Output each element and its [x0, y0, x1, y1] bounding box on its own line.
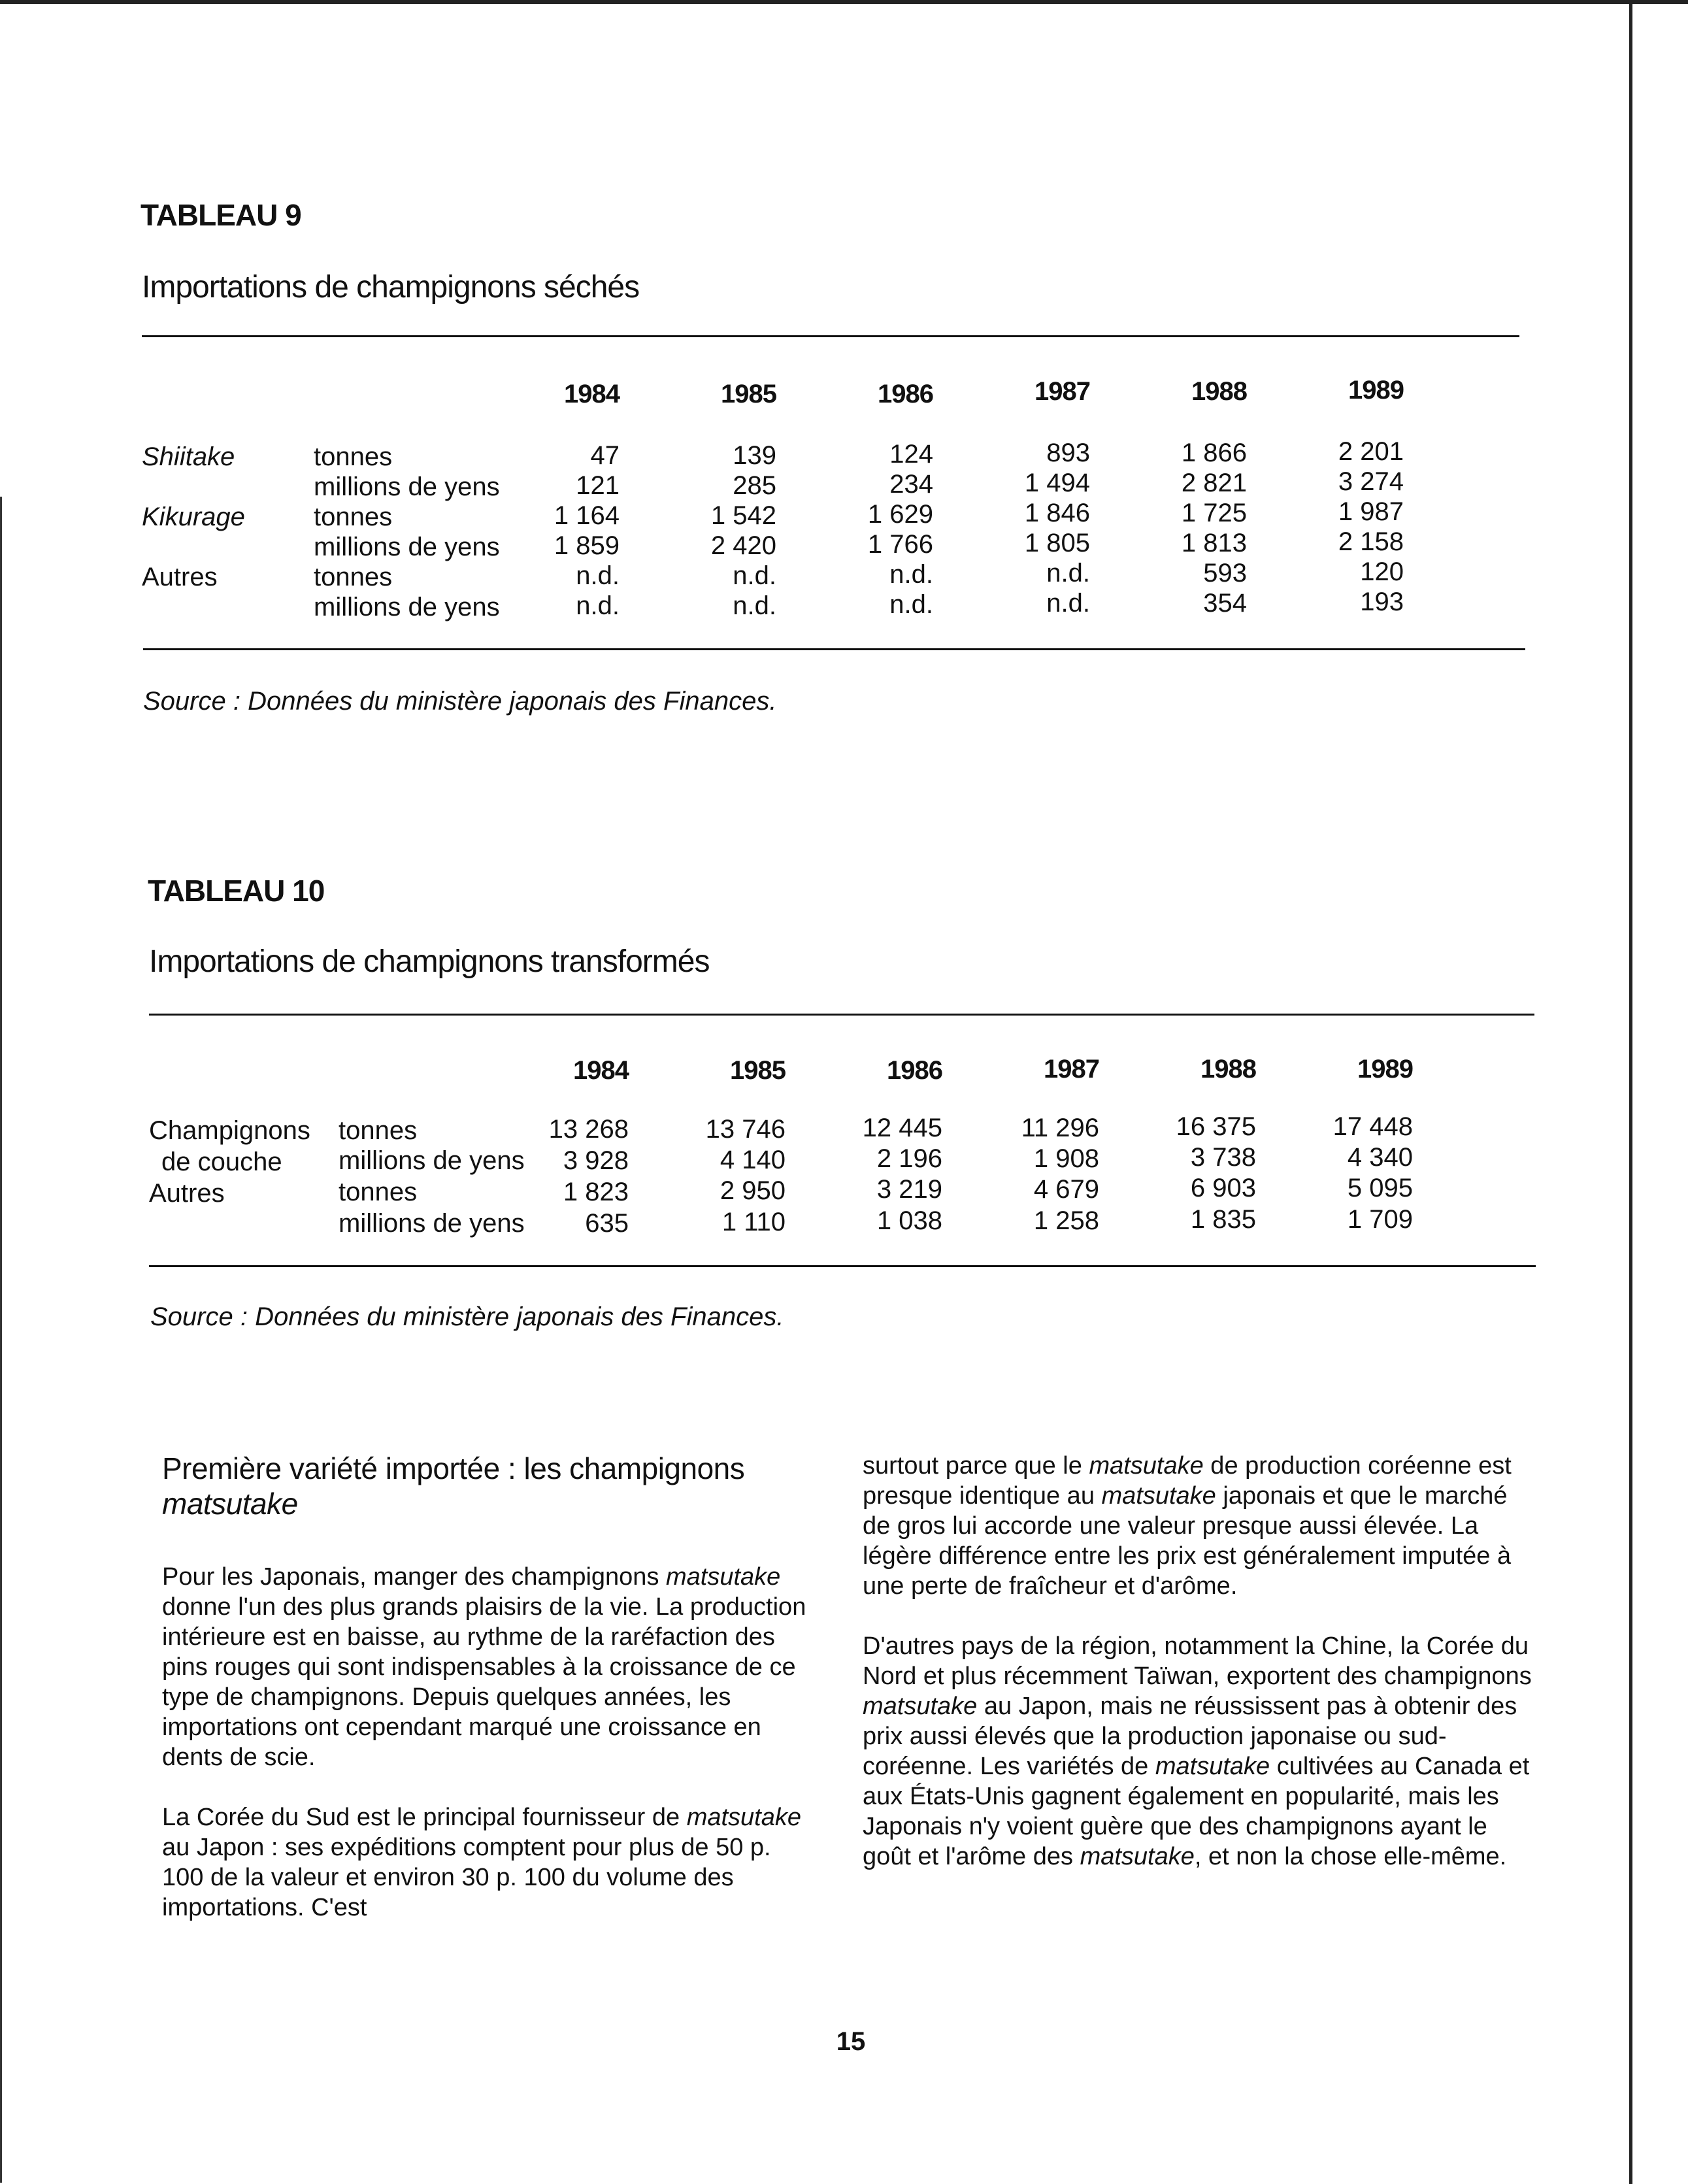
table-10-source-note: Source : Données du ministère japonais des Finances.: [150, 1302, 784, 1331]
table-10-cell: 6 903: [1190, 1174, 1256, 1202]
table-10-heading: TABLEAU 10: [148, 874, 325, 908]
table-9-cell: 124: [889, 440, 933, 469]
table-9-heading: TABLEAU 9: [141, 198, 301, 232]
table-9-cell: n.d.: [889, 590, 933, 619]
table-10-cell: 1 709: [1347, 1205, 1413, 1234]
paragraph-text: D'autres pays de la région, notamment la Chine, la Corée du Nord et plus récemment Taïwan, exportent des champignons: [863, 1632, 1532, 1690]
table-10-cell: 4 140: [720, 1146, 786, 1174]
table-9-cell: 1 805: [1024, 529, 1090, 557]
table-9-year: 1987: [1034, 377, 1090, 406]
table-10-cell: 4 679: [1033, 1175, 1099, 1204]
table-9-year: 1985: [721, 380, 776, 408]
italic-term: matsutake: [1101, 1482, 1216, 1510]
table-9-unit-label: tonnes: [314, 442, 393, 471]
paragraph-text: surtout parce que le: [863, 1452, 1089, 1480]
paragraph-text: La Corée du Sud est le principal fournisseur de: [162, 1804, 687, 1831]
paragraph-text: , et non la chose elle-même.: [1194, 1843, 1507, 1870]
table-10-cell: 17 448: [1332, 1112, 1413, 1141]
table-10-cell: 1 038: [876, 1206, 942, 1235]
table-9-cell: 1 766: [867, 530, 933, 559]
table-9-cell: n.d.: [576, 591, 620, 620]
paragraph-text: au Japon, mais ne réussissent pas à obtenir des prix aussi élevés que la production japonaise ou sud-coréenne. Les variétés de: [863, 1693, 1517, 1780]
table-9-cell: 121: [576, 471, 620, 500]
paragraph: [162, 1562, 816, 1772]
table-9-cell: 2 201: [1338, 437, 1404, 466]
table-9-cell: n.d.: [733, 561, 776, 590]
table-9-product-label: Kikurage: [142, 503, 245, 531]
table-10-year: 1985: [730, 1056, 786, 1085]
table-10-cell: 635: [585, 1209, 629, 1238]
table-10-cell: 1 908: [1033, 1144, 1099, 1173]
table-10-product-label: Champignons: [149, 1116, 310, 1145]
section-title: [162, 1451, 816, 1521]
table-10-cell: 2 950: [720, 1176, 786, 1205]
table-10-year: 1989: [1357, 1055, 1413, 1084]
table-9-year: 1984: [564, 380, 620, 408]
table-10-product-label: de couche: [161, 1148, 282, 1176]
table-10-cell: 5 095: [1347, 1174, 1413, 1202]
table-9-cell: 1 164: [554, 501, 620, 530]
table-9-cell: 1 542: [710, 501, 776, 530]
table-9-cell: 47: [590, 441, 620, 470]
section-title-text: Première variété importée : les champignons: [162, 1451, 745, 1485]
table-9-cell: 1 629: [867, 500, 933, 529]
table-9-cell: 1 859: [554, 531, 620, 560]
table-10-cell: 13 746: [705, 1115, 786, 1144]
table-9-cell: n.d.: [576, 561, 620, 590]
table-10-year: 1986: [887, 1056, 942, 1085]
table-10-cell: 12 445: [862, 1114, 942, 1142]
article-column-right: [863, 1451, 1536, 1902]
table-10-unit-label: millions de yens: [339, 1209, 525, 1238]
paragraph-text: de production coréenne est presque identique au: [863, 1452, 1512, 1510]
table-10-cell: 13 268: [548, 1115, 629, 1144]
table-10-cell: 16 375: [1176, 1112, 1256, 1141]
table-9-cell: n.d.: [889, 560, 933, 589]
table-9-cell: 1 813: [1181, 529, 1247, 557]
italic-term: matsutake: [1155, 1753, 1270, 1780]
table-10-cell: 1 258: [1033, 1206, 1099, 1235]
table-9-cell: 139: [733, 441, 776, 470]
paragraph-text: Pour les Japonais, manger des champignons: [162, 1563, 667, 1591]
table-9-unit-label: tonnes: [314, 563, 393, 591]
table-9-cell: 2 420: [710, 531, 776, 560]
table-10-cell: 11 296: [1021, 1114, 1099, 1142]
page-right-edge: [1629, 0, 1632, 2184]
table-9-cell: 120: [1360, 557, 1404, 586]
table-9-cell: 593: [1203, 559, 1247, 587]
table-10-cell: 1 110: [721, 1208, 786, 1236]
table-10-cell: 4 340: [1347, 1143, 1413, 1172]
table-10-unit-label: tonnes: [339, 1178, 418, 1206]
table-9-year: 1986: [878, 380, 933, 408]
paragraph-text: donne l'un des plus grands plaisirs de la vie. La production intérieure est en baisse, au rythme de la raréfaction des pins rouges qui sont indispensables à la croissance de ce type de champignons. Depuis quelques années, les importations ont cependant marqué une croissance en dents de scie.: [162, 1593, 806, 1771]
italic-term: matsutake: [1080, 1843, 1195, 1870]
table-9-cell: n.d.: [1046, 559, 1090, 587]
table-9-product-label: Shiitake: [142, 442, 235, 471]
table-9-cell: 3 274: [1338, 467, 1404, 496]
table-10-year: 1984: [573, 1056, 629, 1085]
table-9-cell: 354: [1203, 589, 1247, 618]
table-9-cell: 285: [733, 471, 776, 500]
table-9-cell: 193: [1360, 587, 1404, 616]
table-10-year: 1988: [1200, 1055, 1256, 1084]
table-10-cell: 3 928: [563, 1146, 629, 1175]
table-9-unit-label: tonnes: [314, 503, 393, 531]
table-9-cell: n.d.: [733, 591, 776, 620]
table-9-year: 1988: [1191, 377, 1247, 406]
paragraph-text: au Japon : ses expéditions comptent pour plus de 50 p. 100 de la valeur et environ 30 p. 100 du volume des importations. C'est: [162, 1834, 771, 1921]
section-title-italic: matsutake: [162, 1487, 298, 1521]
table-9-title: Importations de champignons séchés: [142, 270, 640, 305]
table-9-cell: 1 725: [1181, 499, 1247, 527]
paragraph: [863, 1631, 1536, 1872]
paragraph: [863, 1451, 1536, 1601]
table-9-unit-label: millions de yens: [314, 533, 500, 561]
italic-term: matsutake: [686, 1804, 802, 1831]
table-9-cell: n.d.: [1046, 589, 1090, 618]
table-10-cell: 1 835: [1190, 1205, 1256, 1234]
table-9-unit-label: millions de yens: [314, 472, 500, 501]
table-9-cell: 1 987: [1338, 497, 1404, 526]
table-9-cell: 1 846: [1024, 499, 1090, 527]
table-10-year: 1987: [1044, 1055, 1099, 1084]
table-9-cell: 1 494: [1024, 469, 1090, 497]
italic-term: matsutake: [1089, 1452, 1204, 1480]
table-9-cell: 2 821: [1181, 469, 1247, 497]
table-10-cell: 3 219: [876, 1175, 942, 1204]
table-9-year: 1989: [1348, 376, 1404, 405]
table-9-top-rule: [142, 335, 1519, 337]
table-9-bottom-rule: [143, 648, 1525, 650]
table-10-bottom-rule: [149, 1265, 1536, 1267]
paragraph-text: japonais et que le marché de gros lui accorde une valeur presque aussi élevée. La légère différence entre les prix est généralement imputée à une perte de fraîcheur et d'arôme.: [863, 1482, 1512, 1600]
table-10-cell: 2 196: [876, 1144, 942, 1173]
table-9-cell: 893: [1046, 438, 1090, 467]
table-10-product-label: Autres: [149, 1179, 225, 1208]
italic-term: matsutake: [666, 1563, 781, 1591]
table-9-cell: 1 866: [1181, 438, 1247, 467]
page-left-edge: [0, 497, 2, 2183]
page-top-edge: [0, 0, 1688, 4]
italic-term: matsutake: [863, 1693, 978, 1720]
article-column-left: [162, 1451, 816, 1953]
table-10-cell: 3 738: [1190, 1143, 1256, 1172]
table-9-cell: 234: [889, 470, 933, 499]
paragraph: [162, 1802, 816, 1923]
table-9-unit-label: millions de yens: [314, 593, 500, 621]
table-10-title: Importations de champignons transformés: [149, 944, 710, 979]
paragraph-text: cultivées au Canada et aux États-Unis gagnent également en popularité, mais les Japonais n'y voient guère que des champignons ayant le goût et l'arôme des: [863, 1753, 1530, 1870]
table-10-unit-label: millions de yens: [339, 1146, 525, 1175]
table-9-product-label: Autres: [142, 563, 218, 591]
table-10-unit-label: tonnes: [339, 1116, 418, 1145]
table-10-top-rule: [149, 1014, 1534, 1016]
table-10-cell: 1 823: [563, 1178, 629, 1206]
page-number: 15: [836, 2027, 866, 2056]
table-9-cell: 2 158: [1338, 527, 1404, 556]
table-9-source-note: Source : Données du ministère japonais des Finances.: [143, 687, 777, 716]
